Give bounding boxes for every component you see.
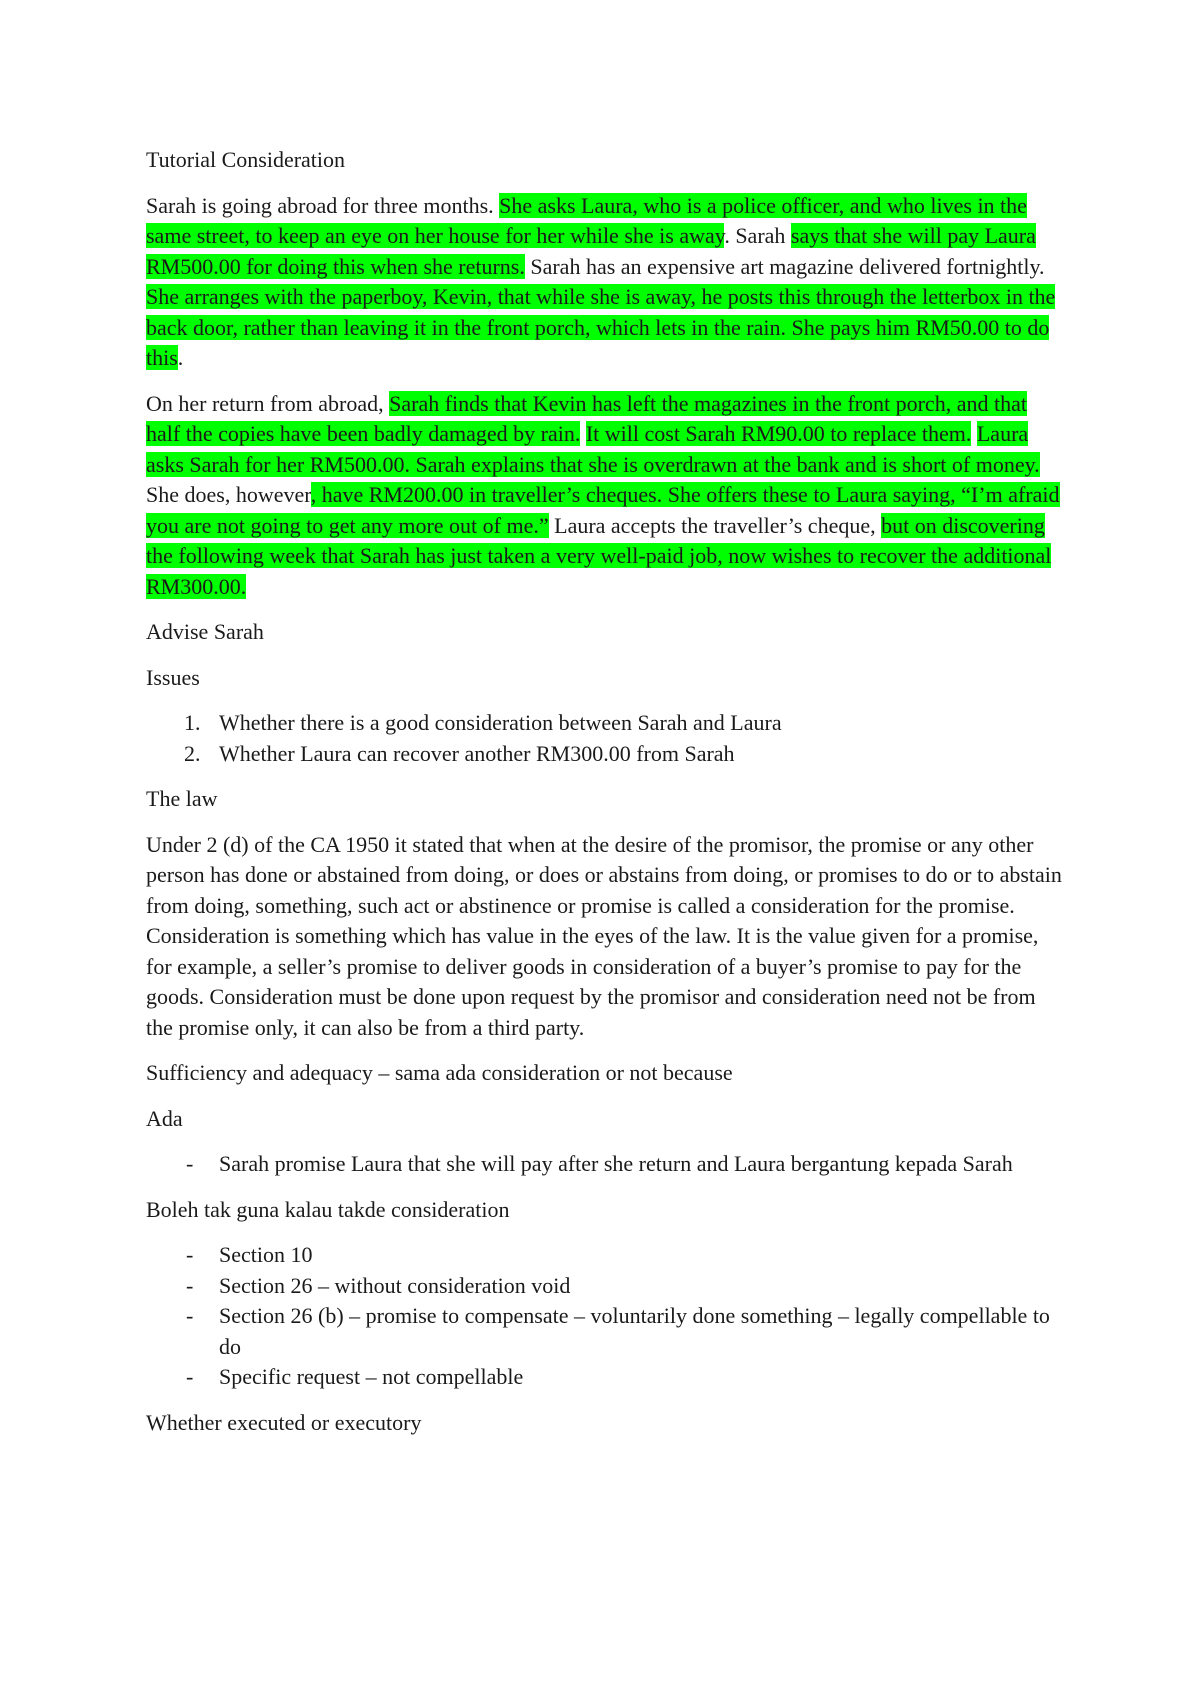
highlighted-text: , have RM200.00 in traveller’s cheques. She offers these to Laura saying, “I’m afraid you are not going to get any more out of me.”: [146, 482, 1060, 538]
issues-heading: Issues: [146, 664, 200, 690]
list-number: 1.: [184, 710, 201, 735]
list-dash: -: [186, 1364, 194, 1389]
boleh-item: [146, 1271, 1066, 1302]
list-item-text: Specific request – not compellable: [219, 1364, 524, 1389]
boleh-item: [146, 1301, 1066, 1362]
sufficiency-line: Sufficiency and adequacy – sama ada consideration or not because: [146, 1060, 733, 1085]
list-item-text: Section 26 (b) – promise to compensate – voluntarily done something – legally compellable to do: [219, 1303, 1050, 1359]
ada-item: [146, 1149, 1066, 1180]
list-dash: -: [186, 1272, 194, 1298]
text-run: [580, 421, 586, 446]
list-item-text: Section 10: [219, 1242, 313, 1267]
text-run: . Sarah: [724, 223, 791, 248]
issue-item: [146, 708, 1066, 739]
ada-heading: Ada: [146, 1105, 183, 1131]
list-item-text: Whether Laura can recover another RM300.00 from Sarah: [219, 740, 735, 766]
issue-item: [146, 739, 1066, 770]
highlighted-text: Laura asks Sarah for her RM500.00. Sarah explains that she is overdrawn at the bank and is short of money.: [146, 421, 1040, 477]
highlighted-text: She asks Laura, who is a police officer, and who lives in the same street, to keep an eye on her house for her while she is away: [146, 192, 1027, 248]
law-paragraph: Under 2 (d) of the CA 1950 it stated that when at the desire of the promisor, the promise or any other person has done or abstained from doing, or does or abstains from doing, or promises to do or to abstain from doing, something, such act or abstinence or promise is called a consideration for the promise. Consideration is something which has value in the eyes of the law. It is the value given for a promise, for example, a seller’s promise to deliver goods in consideration of a buyer’s promise to pay for the goods. Consideration must be done upon request by the promisor and consideration need not be from the promise only, it can also be from a third party.: [146, 831, 1062, 1040]
executed-line: Whether executed or executory: [146, 1409, 422, 1435]
issues-list: [146, 708, 1066, 769]
text-run: On her return from abroad,: [146, 390, 390, 416]
law-heading: The law: [146, 786, 218, 811]
highlighted-text: Sarah finds that Kevin has left the magazines in the front porch, and that half the copies have been badly damaged by rain.: [146, 390, 1027, 446]
highlighted-text: but on discovering the following week that Sarah has just taken a very well-paid job, now wishes to recover the additional RM300.00.: [146, 512, 1052, 599]
text-run: .: [177, 345, 184, 370]
scenario-paragraph-2: [146, 389, 1066, 603]
highlighted-text: It will cost Sarah RM90.00 to replace them.: [585, 421, 972, 446]
boleh-heading: Boleh tak guna kalau takde consideration: [146, 1196, 510, 1222]
text-run: She does, however: [146, 482, 311, 507]
document-title: Tutorial Consideration: [146, 147, 346, 172]
text-run: Laura accepts the traveller’s cheque,: [548, 512, 882, 538]
list-item-text: Section 26 – without consideration void: [219, 1272, 571, 1298]
text-run: Sarah has an expensive art magazine delivered fortnightly.: [524, 253, 1045, 279]
highlighted-text: She arranges with the paperboy, Kevin, that while she is away, he posts this through the letterbox in the back door, rather than leaving it in the front porch, which lets in the rain. She pays him RM50.00 to do this: [146, 284, 1056, 370]
list-number: 2.: [184, 740, 201, 766]
ada-list: [146, 1149, 1066, 1180]
boleh-item: [146, 1240, 1066, 1271]
list-item-text: Sarah promise Laura that she will pay after she return and Laura bergantung kepada Sarah: [219, 1151, 1013, 1176]
advise-heading: Advise Sarah: [146, 619, 264, 644]
scenario-paragraph-1: [146, 191, 1066, 374]
highlighted-text: says that she will pay Laura RM500.00 for doing this when she returns.: [146, 223, 1036, 279]
list-dash: -: [186, 1242, 194, 1267]
text-run: Sarah is going abroad for three months.: [146, 192, 500, 218]
list-dash: -: [186, 1151, 194, 1176]
list-dash: -: [186, 1303, 194, 1328]
document-body: [146, 145, 1066, 1453]
boleh-item: [146, 1362, 1066, 1393]
list-item-text: Whether there is a good consideration between Sarah and Laura: [219, 710, 782, 735]
boleh-list: [146, 1240, 1066, 1393]
